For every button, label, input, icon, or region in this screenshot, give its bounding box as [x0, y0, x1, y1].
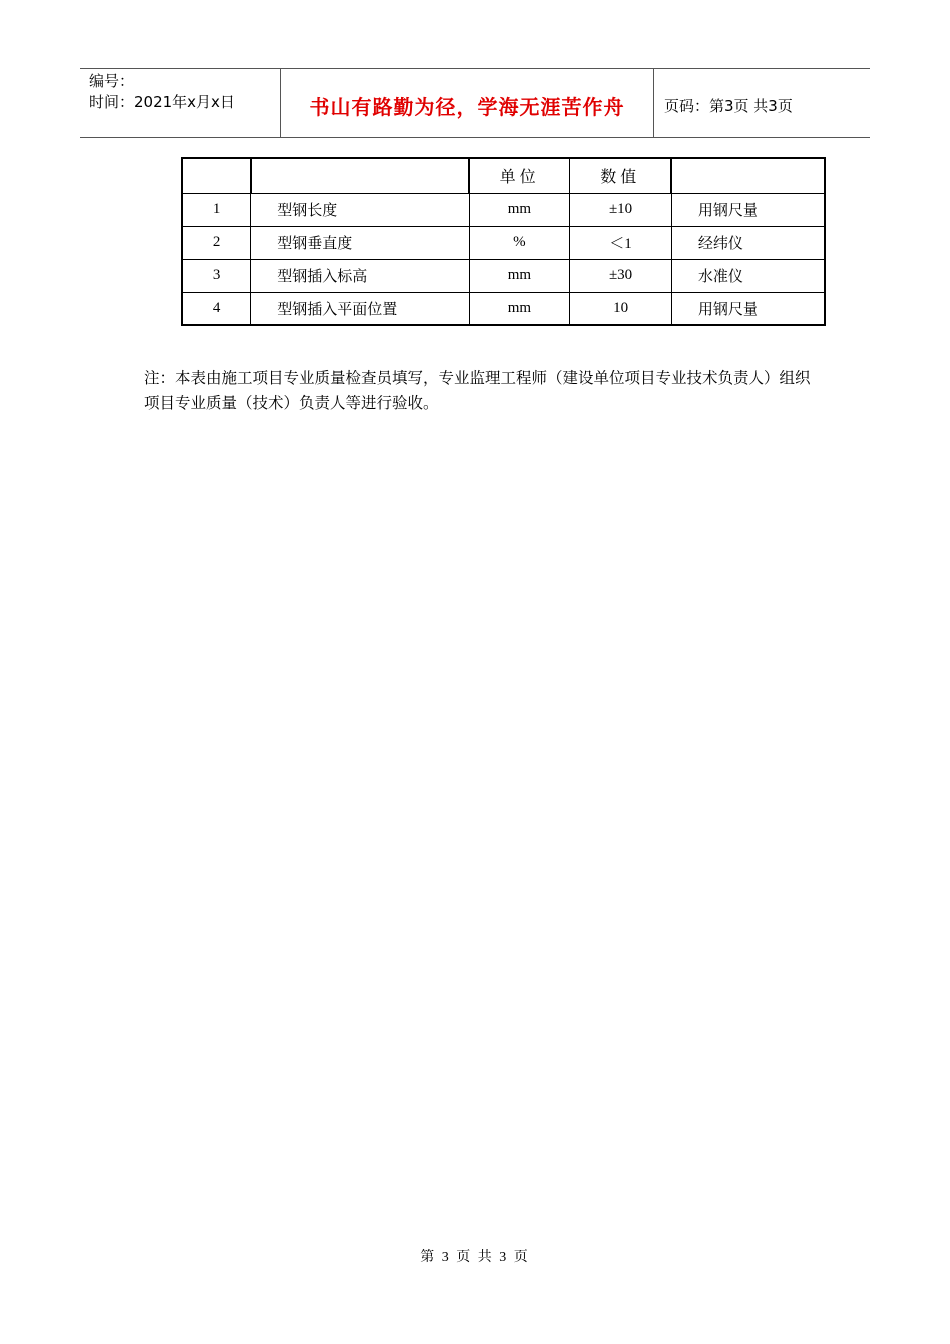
row-value: ＜1	[570, 226, 672, 259]
header-cell-item	[251, 158, 469, 193]
serial-label: 编号：	[89, 72, 135, 90]
row-no: 4	[182, 292, 251, 325]
page-header	[80, 68, 870, 138]
row-tool: 用钢尺量	[671, 292, 825, 325]
row-value: 10	[570, 292, 672, 325]
row-item: 型钢插入标高	[251, 259, 469, 292]
row-unit: mm	[469, 259, 570, 292]
row-no: 2	[182, 226, 251, 259]
header-cell-unit: 单位	[469, 158, 570, 193]
table-header-row	[182, 158, 825, 193]
spec-table	[181, 157, 826, 326]
row-unit: mm	[469, 292, 570, 325]
row-unit: %	[469, 226, 570, 259]
row-unit: mm	[469, 193, 570, 226]
table-row	[182, 193, 825, 226]
row-item: 型钢插入平面位置	[251, 292, 469, 325]
header-meta	[80, 69, 281, 137]
row-no: 1	[182, 193, 251, 226]
row-value: ±10	[570, 193, 672, 226]
header-cell-tool	[671, 158, 825, 193]
row-tool: 用钢尺量	[671, 193, 825, 226]
date-label: 时间：2021年x月x日	[89, 93, 235, 111]
row-no: 3	[182, 259, 251, 292]
table-row	[182, 259, 825, 292]
header-cell-value: 数值	[570, 158, 672, 193]
page-info: 页码：第3页 共3页	[664, 96, 793, 115]
header-slogan: 书山有路勤为径，学海无涯苦作舟	[309, 94, 625, 119]
header-cell-no	[182, 158, 251, 193]
table-row	[182, 292, 825, 325]
page-footer: 第 3 页 共 3 页	[420, 1250, 530, 1265]
row-item: 型钢垂直度	[251, 226, 469, 259]
table-row	[182, 226, 825, 259]
table-note: 注：本表由施工项目专业质量检查员填写，专业监理工程师（建设单位项目专业技术负责人）组织项目专业质量（技术）负责人等进行验收。	[144, 369, 811, 412]
row-item: 型钢长度	[251, 193, 469, 226]
header-slogan-cell	[281, 69, 654, 137]
row-tool: 水准仪	[671, 259, 825, 292]
row-tool: 经纬仪	[671, 226, 825, 259]
row-value: ±30	[570, 259, 672, 292]
